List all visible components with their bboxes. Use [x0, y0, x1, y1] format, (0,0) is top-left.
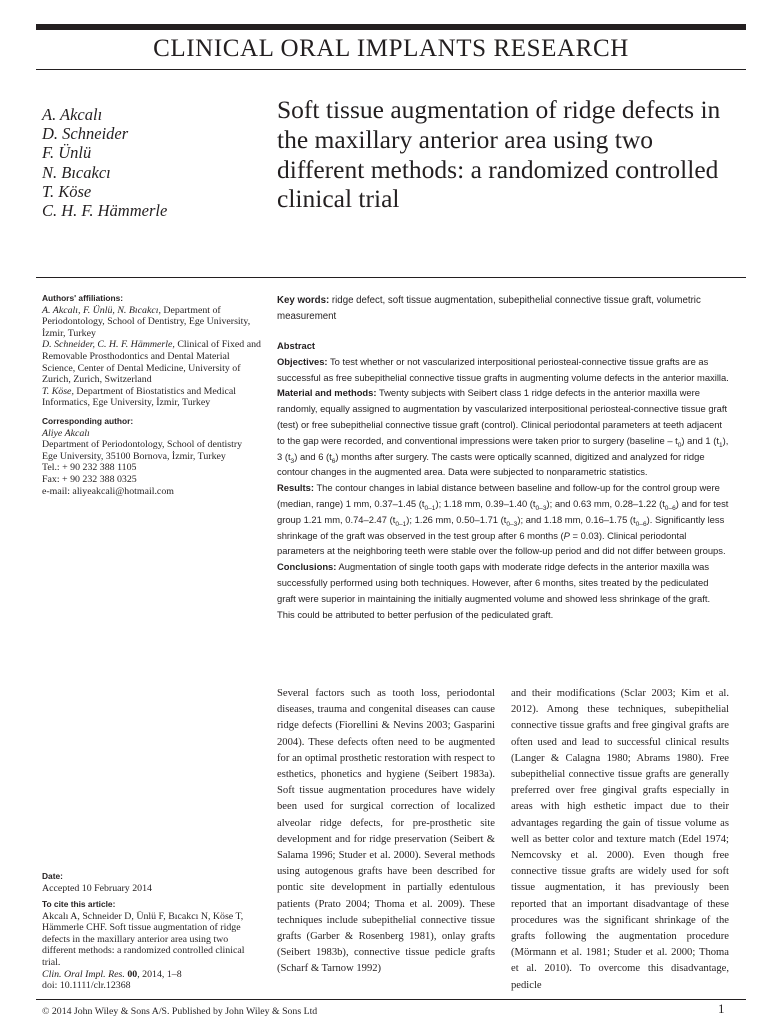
journal-name: CLINICAL ORAL IMPLANTS RESEARCH — [153, 35, 629, 62]
date-text: Accepted 10 February 2014 — [42, 882, 152, 894]
section-divider — [36, 277, 746, 278]
abstract-heading: Abstract — [277, 340, 316, 351]
cite-doi: doi: 10.1111/clr.12368 — [42, 980, 131, 992]
corresponding-line: Fax: + 90 232 388 0325 — [42, 473, 137, 485]
abstract-results: Results: The contour changes in labial distance between baseline and follow-up for the control group were (median, range) 1 mm, 0.37–1.45 $(t_{0-1})$; 1.18 mm, 0.39–1.40 $(t_{0-3})$; and 0.63 mm, 0.28–1.22 $(t_{0-6})$ and for test group 1.21 mm, 0.74–2.47 $(t_{0-1})$; 1.26 mm, 0.50–1.71 $(t_{0-3})$; and 1.18 mm, 0.16–1.75 $(t_{0-6})$. Significantly less shrinkage of the graft was observed in the test group after 6 months (P = 0.03). Clinical periodontal parameters at the neighboring teeth were stable over the follow-up period and did not differ between groups. — [277, 482, 729, 557]
corresponding-heading: Corresponding author: — [42, 416, 134, 426]
author: D. Schneider — [42, 124, 129, 144]
date-block — [42, 871, 264, 894]
affiliation: D. Schneider, C. H. F. Hämmerle, Clinical of Fixed and Removable Prosthodontics and Dental Material Science, Center of Dental Medicine, University of Zurich, Zurich, Switzerland — [42, 339, 261, 386]
author: C. H. F. Hämmerle — [42, 201, 168, 221]
author: T. Köse — [42, 181, 92, 201]
page-number: 1 — [718, 1001, 725, 1016]
author-list — [42, 105, 252, 220]
abstract-methods: Material and methods: Twenty subjects with Seibert class 1 ridge defects in the anterior maxilla were randomly, equally assigned to augmentation by vascularized interpositional periosteal-connective tissue graft (test) or free subepithelial connective tissue graft (control). Clinical periodontal parameters at teeth adjacent to the gap were recorded, and conventional impressions were taken prior to surgery (baseline – $t_0$) and 1 $(t_1)$, 3 $(t_3)$ and 6 $(t_6)$ months after surgery. The casts were optically scanned, digitized and analyzed for ridge contour changes in the augmented area. Data were subjected to nonparametric statistics. — [277, 387, 729, 478]
author: N. Bıcakcı — [42, 162, 111, 182]
article-title: Soft tissue augmentation of ridge defects in the maxillary anterior area using two different methods: a randomized controlled clinical trial — [277, 95, 721, 214]
corresponding-author — [42, 416, 264, 497]
cite-block — [42, 899, 260, 992]
keywords: Key words: ridge defect, soft tissue augmentation, subepithelial connective tissue graft, volumetric measurement — [277, 295, 701, 323]
corresponding-line: Ege University, 35100 Bornova, İzmir, Turkey — [42, 450, 226, 462]
top-rule — [36, 24, 746, 30]
affiliations-heading: Authors' affiliations: — [42, 293, 124, 303]
affiliation: T. Köse, Department of Biostatistics and Medical Informatics, Ege University, İzmir, Turkey — [42, 385, 236, 409]
abstract — [277, 338, 729, 622]
cite-journal: Clin. Oral Impl. Res. 00, 2014, 1–8 — [42, 968, 182, 980]
affiliation: A. Akcalı, F. Ünlü, N. Bıcakcı, Department of Periodontology, School of Dentistry, Ege University, İzmir, Turkey — [42, 304, 251, 339]
abstract-objectives: Objectives: To test whether or not vascularized interpositional periosteal-connective tissue grafts are as successful as free subepithelial connective tissue grafts in augmenting volume defects in the anterior maxilla. — [277, 355, 729, 383]
cite-text: Akcalı A, Schneider D, Ünlü F, Bıcakcı N, Köse T, Hämmerle CHF. Soft tissue augmentation of ridge defects in the maxillary anterior area using two different methods: a randomized controlled clinical trial. — [42, 910, 245, 968]
author: A. Akcalı — [42, 105, 103, 124]
body-column-2: and their modifications (Sclar 2003; Kim et al. 2012). Among these techniques, subepithelial connective tissue grafts and free gingival grafts are often used and lead to successful clinical results (Langer & Calagna 1980; Abrams 1980). Free subepithelial connective tissue grafts are generally preferred over free gingival grafts especially in areas with high esthetic impact due to their advantages regarding the gain of tissue volume as well as better color and texture match (Edel 1974; Nemcovsky et al. 2000). Even though free connective tissue grafts are widely used for soft tissue augmentation, it has previously been reported that an important disadvantage of these procedures was the significant shrinkage of the grafts following the augmentation procedure (Mörmann et al. 1981; Studer et al. 2000; Thoma et al. 2010). To overcome this disadvantage, pedicle — [511, 688, 729, 991]
corresponding-line: Tel.: + 90 232 388 1105 — [42, 462, 137, 474]
corresponding-name: Aliye Akcalı — [42, 427, 90, 439]
body-column-1: Several factors such as tooth loss, periodontal diseases, trauma and congenital diseases can cause ridge defects (Fiorellini & Nevins 2003; Gasparini 2004). These defects often need to be augmented for an optimal prosthetic restoration with respect to esthetics, phonetics and hygiene (Seibert 1983a). Soft tissue augmentation procedures have widely been used for surgical correction of localized alveolar ridge defects, for pre-prosthetic site development and for ridge preservation (Seibert & Salama 1996; Studer et al. 2000). Several methods using autogenous grafts have been described for pontic site development in partially edentulous patients (Prato 2004; Thoma et al. 2009). These techniques include subepithelial connective tissue grafts (Garber & Rosenberg 1981), onlay grafts (Seibert 1983b), connective tissue pedicle grafts (Scharf & Tarnow 1992) — [277, 688, 495, 975]
corresponding-email: e-mail: aliyeakcali@hotmail.com — [42, 485, 174, 497]
abstract-conclusions: Conclusions: Augmentation of single tooth gaps with moderate ridge defects in the anterior maxilla was successfully performed using both techniques. However, after 6 months, sites treated by the pediculated graft were superior in maintaining the initially augmented volume and showed less shrinkage of the graft. This could be attributed to better perfusion of the pediculated graft. — [277, 561, 711, 620]
affiliations — [42, 293, 264, 409]
header-divider — [36, 69, 746, 70]
corresponding-line: Department of Periodontology, School of dentistry — [42, 439, 243, 451]
copyright: © 2014 John Wiley & Sons A/S. Published by John Wiley & Sons Ltd — [42, 1006, 318, 1017]
cite-heading: To cite this article: — [42, 899, 116, 909]
date-heading: Date: — [42, 871, 63, 881]
footer-divider — [36, 999, 746, 1000]
author: F. Ünlü — [42, 143, 92, 163]
